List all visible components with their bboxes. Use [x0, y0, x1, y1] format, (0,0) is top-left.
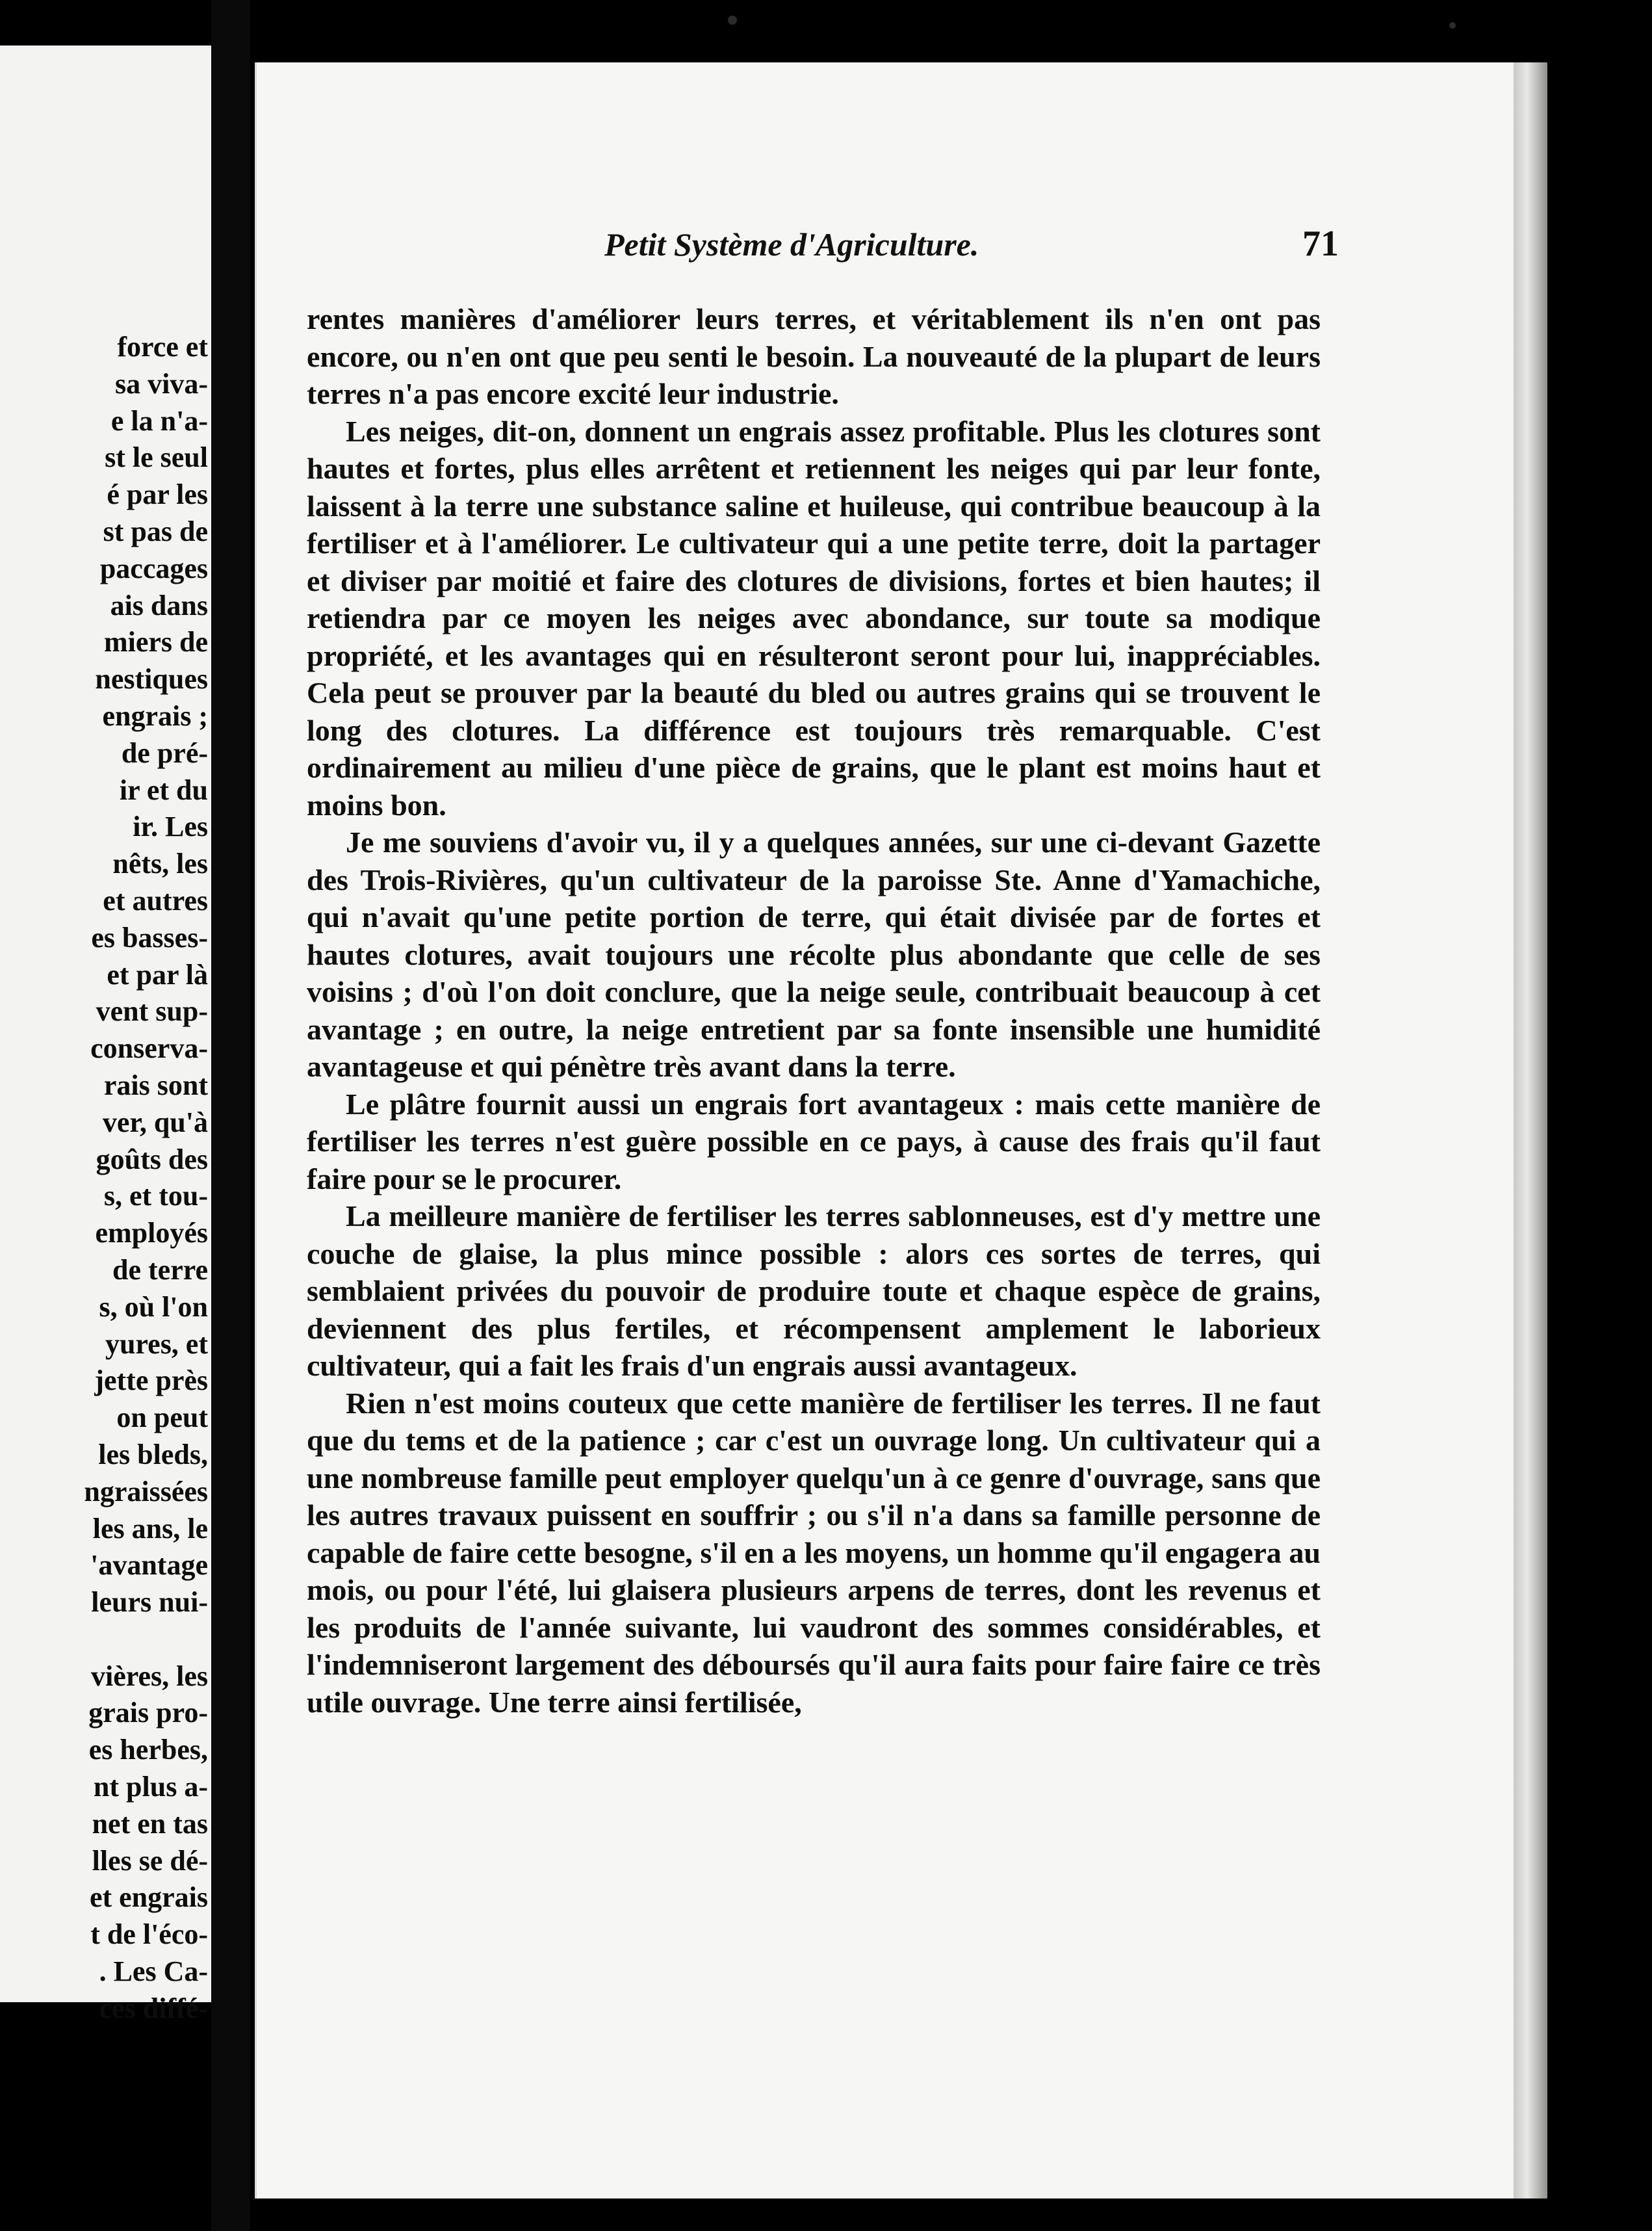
left-page-line: 'avantage — [90, 1549, 208, 1582]
left-page-line: grais pro- — [88, 1697, 208, 1729]
left-page-line: les ans, le — [92, 1512, 208, 1545]
left-page-line: nt plus a- — [93, 1771, 208, 1803]
left-page-line: rais sont — [103, 1069, 208, 1101]
left-page-line: miers de — [103, 626, 208, 659]
left-page-line: et autres — [103, 884, 208, 917]
left-page-line: yures, et — [105, 1327, 208, 1360]
left-page-line: leurs nui- — [91, 1586, 208, 1619]
left-page-line: s, où l'on — [99, 1290, 208, 1323]
body-text — [307, 300, 1321, 1721]
book-gutter — [211, 0, 250, 2231]
left-page-line: force et — [117, 331, 208, 363]
paragraph: Les neiges, dit-on, donnent un engrais assez profitable. Plus les clotures sont hautes et fortes, plus elles arrêtent et retiennent les neiges qui par leur fonte, laissent à la terre une substance saline et huileuse, qui contribue beaucoup à la fertiliser et à l'améliorer. Le cultivateur qui a une petite terre, doit la partager et diviser par moitié et faire des clotures de divisions, fortes et bien hautes; il retiendra par ce moyen les neiges avec abondance, sur toute sa modique propriété, et les avantages qui en résulteront seront pour lui, inappréciables. Cela peut se prouver par la beauté du bled ou autres grains qui se trouvent le long des clotures. La différence est toujours très remarquable. C'est ordinairement au milieu d'une pièce de grains, que le plant est moins haut et moins bon. — [307, 414, 1321, 822]
left-page-line: de terre — [112, 1253, 208, 1286]
left-page-line: et engrais — [89, 1881, 208, 1914]
running-head — [344, 226, 1339, 271]
left-page-line: les bleds, — [98, 1438, 208, 1470]
scan-speck — [1449, 22, 1456, 29]
left-page-line: vent sup- — [96, 995, 208, 1028]
left-page-line: ces diffé- — [99, 1992, 208, 2024]
page-edge — [1514, 62, 1547, 2198]
left-page-line: sa viva- — [115, 367, 208, 400]
left-page-line: s, et tou- — [103, 1180, 208, 1212]
left-page-line: conserva- — [90, 1032, 208, 1065]
left-page-line: es basses- — [91, 921, 208, 954]
left-page-line: ir. Les — [133, 811, 208, 843]
left-page — [0, 46, 215, 2024]
left-page-line — [5, 1621, 208, 1658]
left-page-line: et par là — [107, 958, 208, 991]
running-head-title: Petit Système d'Agriculture. — [604, 226, 979, 263]
left-page-line: ngraissées — [84, 1475, 208, 1507]
paragraph: Rien n'est moins couteux que cette manière de fertiliser les terres. Il ne faut que du tems et de la patience ; car c'est un ouvrage long. Un cultivateur qui a une nombreuse famille peut employer quelqu'un à ce genre d'ouvrage, sans que les autres travaux puissent en souffrir ; ou s'il n'a dans sa famille personne de capable de faire cette besogne, s'il en a les moyens, un homme qu'il engagera au mois, ou pour l'été, lui glaisera plusieurs arpens de terres, dont les revenus et les produits de l'année suivante, lui vaudront des sommes considérables, et l'indemniseront largement des déboursés qu'il aura faits pour faire faire ce très utile ouvrage. Une terre ainsi fertilisée, — [307, 1386, 1321, 1719]
left-page-line: engrais ; — [102, 699, 208, 732]
left-page-line: goûts des — [96, 1143, 208, 1175]
left-page-text — [5, 329, 208, 2028]
left-page-line: paccages — [99, 552, 208, 584]
left-page-line: nestiques — [95, 663, 208, 696]
left-page-line: st le seul — [105, 441, 208, 474]
left-page-line: vières, les — [90, 1660, 208, 1692]
left-page-line: lles se dé- — [92, 1844, 208, 1877]
left-page-line: . Les Ca- — [99, 1955, 208, 1988]
left-page-line: t de l'éco- — [90, 1918, 208, 1951]
paragraph: Le plâtre fournit aussi un engrais fort avantageux : mais cette manière de fertiliser les terres n'est guère possible en ce pays, à cause des frais qu'il faut faire pour se le procurer. — [307, 1087, 1321, 1195]
paragraph: La meilleure manière de fertiliser les terres sablonneuses, est d'y mettre une couche de glaise, la plus mince possible : alors ces sortes de terres, qui semblaient privées du pouvoir de produire toute et chaque espèce de grains, deviennent des plus fertiles, et récompensent amplement le laborieux cultivateur, qui a fait les frais d'un engrais aussi avantageux. — [307, 1199, 1321, 1382]
paragraph: Je me souviens d'avoir vu, il y a quelques années, sur une ci-devant Gazette des Trois-Rivières, qu'un cultivateur de la paroisse Ste. Anne d'Yamachiche, qui n'avait qu'une petite portion de terre, qui était divisée par de fortes et hautes clotures, avait toujours une récolte plus abondante que celle de ses voisins ; d'où l'on doit conclure, que la neige seule, contribuait beaucoup à cet avantage ; en outre, la neige entretient par sa fonte insensible une humidité avantageuse et qui pénètre très avant dans la terre. — [307, 826, 1321, 1083]
left-page-line: ir et du — [119, 774, 208, 806]
left-page-line: ais dans — [110, 589, 208, 621]
left-page-line: es herbes, — [88, 1734, 208, 1766]
left-page-line: st pas de — [103, 515, 208, 547]
left-page-line: ver, qu'à — [102, 1106, 208, 1138]
left-page-line: é par les — [107, 478, 208, 511]
left-page-line: net en tas — [92, 1807, 208, 1840]
left-page-line: employés — [95, 1217, 208, 1249]
left-page-line: nêts, les — [112, 848, 208, 880]
left-page-line: jette près — [94, 1364, 208, 1397]
page-number: 71 — [1302, 224, 1339, 264]
left-page-line: e la n'a- — [110, 404, 208, 437]
scan-speck — [728, 16, 737, 25]
left-page-line: on peut — [116, 1402, 208, 1434]
left-page-line: de pré- — [121, 737, 208, 769]
paragraph: rentes manières d'améliorer leurs terres, et véritablement ils n'en ont pas encore, ou n'en ont que peu senti le besoin. La nouveauté de la plupart de leurs terres n'a pas encore excité leur industrie. — [307, 302, 1321, 410]
